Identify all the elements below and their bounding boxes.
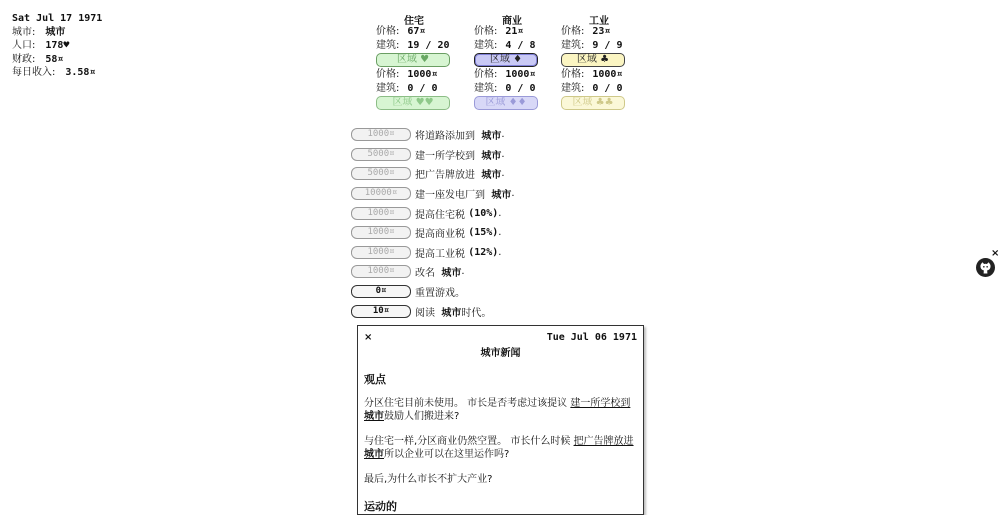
- rename-city-button[interactable]: 1000¤: [351, 265, 411, 278]
- action-suffix: .: [498, 246, 502, 258]
- action-read-times: [351, 301, 515, 321]
- news-link-text: 把广告牌放进: [573, 436, 634, 447]
- buildings-value: 19 / 20: [407, 39, 450, 51]
- action-residential-tax: [351, 203, 515, 223]
- news-panel: [357, 325, 644, 515]
- buildings-value: 0 / 0: [505, 82, 536, 94]
- price-value: 1000¤: [407, 69, 438, 80]
- buildings-label: 建筑:: [561, 39, 585, 51]
- buildings-value: 9 / 9: [592, 39, 623, 51]
- city-label: 城市:: [12, 26, 36, 38]
- read-times-button[interactable]: 10¤: [351, 305, 411, 318]
- price-label: 价格:: [474, 69, 498, 80]
- close-corner-button[interactable]: ×: [991, 248, 1000, 259]
- power-plant-button[interactable]: 10000¤: [351, 187, 411, 200]
- zone-residential-dense-button[interactable]: 区域 ♥♥: [376, 96, 450, 110]
- action-billboard: [351, 164, 515, 184]
- action-text: 建一座发电厂到: [415, 190, 485, 202]
- news-text: 与住宅一样,分区商业仍然空置。 市长什么时候: [364, 436, 574, 447]
- tax-rate: (15%): [468, 227, 499, 239]
- action-text: 将道路添加到: [415, 131, 475, 143]
- news-date: Tue Jul 06 1971: [546, 332, 637, 343]
- income-label: 每日收入:: [12, 67, 56, 78]
- news-section-heading: 观点: [364, 373, 386, 386]
- buildings-value: 0 / 0: [592, 82, 623, 94]
- buildings-label: 建筑:: [376, 39, 400, 51]
- zone-commercial-button[interactable]: 区域 ♦: [474, 53, 538, 67]
- news-paragraph: [364, 397, 637, 423]
- tax-rate: (12%): [468, 246, 499, 258]
- tax-rate: (10%): [468, 207, 499, 219]
- action-text: 把广告牌放进: [415, 170, 475, 182]
- price-label: 价格:: [561, 69, 585, 80]
- price-value: 67¤: [407, 26, 426, 37]
- raise-industrial-tax-button[interactable]: 1000¤: [351, 246, 411, 259]
- price-value: 1000¤: [592, 69, 623, 80]
- zone-title: 商业: [502, 16, 522, 27]
- action-target: 城市: [481, 170, 502, 182]
- news-text: 分区住宅目前未使用。 市长是否考虑过该提议: [364, 398, 571, 409]
- treasury-value: 58¤: [45, 53, 64, 65]
- action-suffix: .: [501, 148, 505, 160]
- city-name: 城市: [45, 26, 66, 38]
- zone-residential-button[interactable]: 区域 ♥: [376, 53, 450, 67]
- action-text: 提高商业税: [415, 229, 465, 241]
- action-build-school: [351, 145, 515, 165]
- news-text: 所以企业可以在这里运作吗?: [384, 449, 510, 460]
- news-text: 鼓励人们搬进来?: [384, 411, 460, 422]
- action-suffix: .: [501, 168, 505, 180]
- game-date: Sat Jul 17 1971: [12, 13, 103, 24]
- buildings-label: 建筑:: [474, 39, 498, 51]
- action-text: 改名: [415, 268, 435, 280]
- add-road-button[interactable]: 1000¤: [351, 128, 411, 141]
- price-value: 21¤: [505, 26, 524, 37]
- action-text: 阅读: [415, 307, 435, 319]
- zone-industrial-button[interactable]: 区域 ♣: [561, 53, 625, 67]
- action-suffix: .: [461, 266, 465, 278]
- action-target: 城市: [441, 268, 462, 280]
- billboard-button[interactable]: 5000¤: [351, 167, 411, 180]
- build-school-button[interactable]: 5000¤: [351, 148, 411, 161]
- price-label: 价格:: [376, 26, 400, 37]
- treasury-label: 财政:: [12, 53, 36, 65]
- action-target: 城市: [481, 150, 502, 162]
- city-stats: [12, 12, 102, 80]
- buildings-value: 4 / 8: [505, 39, 536, 51]
- reset-game-button[interactable]: 0¤: [351, 285, 411, 298]
- action-add-road: [351, 125, 515, 145]
- buildings-value: 0 / 0: [407, 82, 438, 94]
- action-rename: [351, 262, 515, 282]
- raise-residential-tax-button[interactable]: 1000¤: [351, 207, 411, 220]
- action-target: 城市: [491, 190, 512, 202]
- zone-title: 住宅: [404, 16, 424, 27]
- action-power-plant: [351, 184, 515, 204]
- github-icon[interactable]: [976, 258, 995, 277]
- price-label: 价格:: [376, 69, 400, 80]
- action-industrial-tax: [351, 243, 515, 263]
- action-text: 提高工业税: [415, 248, 465, 260]
- zone-title: 工业: [589, 16, 609, 27]
- action-suffix: .: [498, 227, 502, 239]
- action-suffix: .: [501, 129, 505, 141]
- news-link-city: 城市: [364, 449, 384, 460]
- action-target: 城市: [481, 131, 502, 143]
- news-section-heading: 运动的: [364, 500, 397, 513]
- income-value: 3.58¤: [65, 67, 96, 78]
- price-value: 23¤: [592, 26, 611, 37]
- action-text: 建一所学校到: [415, 150, 475, 162]
- action-suffix: .: [511, 188, 515, 200]
- zone-commercial-dense-button[interactable]: 区域 ♦♦: [474, 96, 538, 110]
- news-link-text: 建一所学校到: [570, 398, 631, 409]
- raise-commercial-tax-button[interactable]: 1000¤: [351, 226, 411, 239]
- buildings-label: 建筑:: [561, 82, 585, 94]
- action-list: [351, 125, 515, 321]
- close-news-button[interactable]: ×: [364, 332, 373, 343]
- action-commercial-tax: [351, 223, 515, 243]
- news-title: 城市新闻: [480, 348, 521, 359]
- news-link-city: 城市: [364, 411, 384, 422]
- action-text: 重置游戏。: [415, 288, 465, 300]
- population-label: 人口:: [12, 40, 36, 51]
- buildings-label: 建筑:: [376, 82, 400, 94]
- news-paragraph: 最后,为什么市长不扩大产业?: [364, 474, 493, 485]
- zone-industrial: [561, 12, 637, 111]
- price-label: 价格:: [561, 26, 585, 37]
- action-text: 提高住宅税: [415, 209, 465, 221]
- zone-commercial: [474, 12, 550, 111]
- action-reset: [351, 282, 515, 302]
- action-suffix: .: [498, 207, 502, 219]
- news-paragraph: [364, 435, 637, 461]
- zone-residential: [376, 12, 452, 111]
- action-target: 城市: [441, 307, 462, 319]
- population-value: 178♥: [45, 40, 70, 51]
- buildings-label: 建筑:: [474, 82, 498, 94]
- zone-industrial-dense-button[interactable]: 区域 ♣♣: [561, 96, 625, 110]
- action-suffix: 时代。: [461, 307, 492, 319]
- price-label: 价格:: [474, 26, 498, 37]
- price-value: 1000¤: [505, 69, 536, 80]
